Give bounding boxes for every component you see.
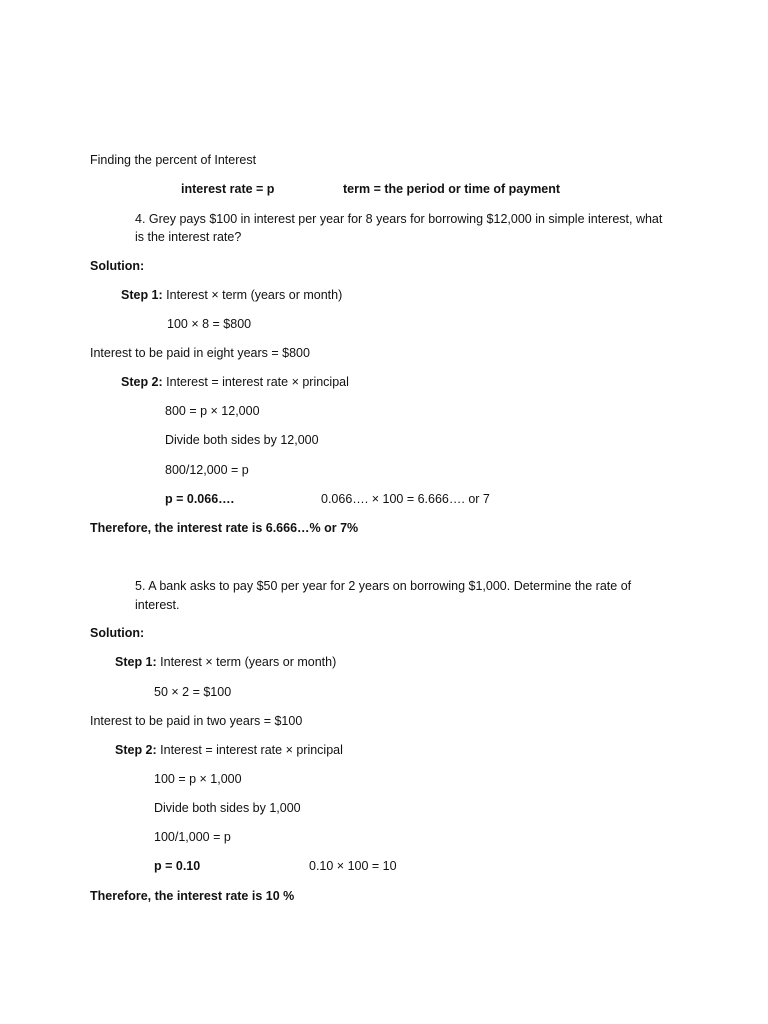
problem4-conclusion: Therefore, the interest rate is 6.666…% or 7% bbox=[90, 521, 359, 535]
problem5-solution-label: Solution: bbox=[90, 626, 145, 640]
problem5-step2 bbox=[115, 742, 343, 758]
problem4-question-line1: 4. Grey pays $100 in interest per year for 8 years for borrowing $12,000 in simple interest, what bbox=[135, 212, 663, 226]
problem4-percent-calc: 0.066…. × 100 = 6.666…. or 7 bbox=[321, 492, 490, 506]
problem5-step1 bbox=[115, 654, 336, 670]
problem4-step1-text: Interest × term (years or month) bbox=[162, 288, 343, 302]
problem5-step2-text: Interest = interest rate × principal bbox=[156, 743, 343, 757]
problem4-divide-step: Divide both sides by 12,000 bbox=[165, 433, 319, 447]
problem4-interest-total: Interest to be paid in eight years = $800 bbox=[90, 346, 310, 360]
problem4-question-line2: is the interest rate? bbox=[135, 230, 242, 244]
problem5-p-value: p = 0.10 bbox=[154, 859, 201, 873]
problem4-equation1: 800 = p × 12,000 bbox=[165, 404, 260, 418]
problem4-step2-text: Interest = interest rate × principal bbox=[162, 375, 349, 389]
problem5-step2-label: Step 2: bbox=[115, 743, 157, 757]
problem4-step1 bbox=[121, 287, 342, 303]
definition-rate: interest rate = p bbox=[181, 182, 275, 196]
problem5-divide-step: Divide both sides by 1,000 bbox=[154, 801, 301, 815]
problem5-conclusion: Therefore, the interest rate is 10 % bbox=[90, 889, 295, 903]
problem4-step2 bbox=[121, 374, 349, 390]
page-heading: Finding the percent of Interest bbox=[90, 153, 257, 167]
problem4-p-value: p = 0.066…. bbox=[165, 492, 235, 506]
problem5-step1-text: Interest × term (years or month) bbox=[156, 655, 337, 669]
problem5-calc1: 50 × 2 = $100 bbox=[154, 685, 232, 699]
problem5-interest-total: Interest to be paid in two years = $100 bbox=[90, 714, 303, 728]
problem4-step1-label: Step 1: bbox=[121, 288, 163, 302]
problem4-step2-label: Step 2: bbox=[121, 375, 163, 389]
problem5-percent-calc: 0.10 × 100 = 10 bbox=[309, 859, 397, 873]
problem5-equation1: 100 = p × 1,000 bbox=[154, 772, 242, 786]
problem4-equation2: 800/12,000 = p bbox=[165, 463, 249, 477]
problem4-calc1: 100 × 8 = $800 bbox=[167, 317, 252, 331]
definition-term: term = the period or time of payment bbox=[343, 182, 561, 196]
problem5-equation2: 100/1,000 = p bbox=[154, 830, 231, 844]
problem4-solution-label: Solution: bbox=[90, 259, 145, 273]
problem5-step1-label: Step 1: bbox=[115, 655, 157, 669]
problem5-question-line2: interest. bbox=[135, 598, 180, 612]
problem5-question-line1: 5. A bank asks to pay $50 per year for 2 years on borrowing $1,000. Determine the rate of bbox=[135, 579, 632, 593]
